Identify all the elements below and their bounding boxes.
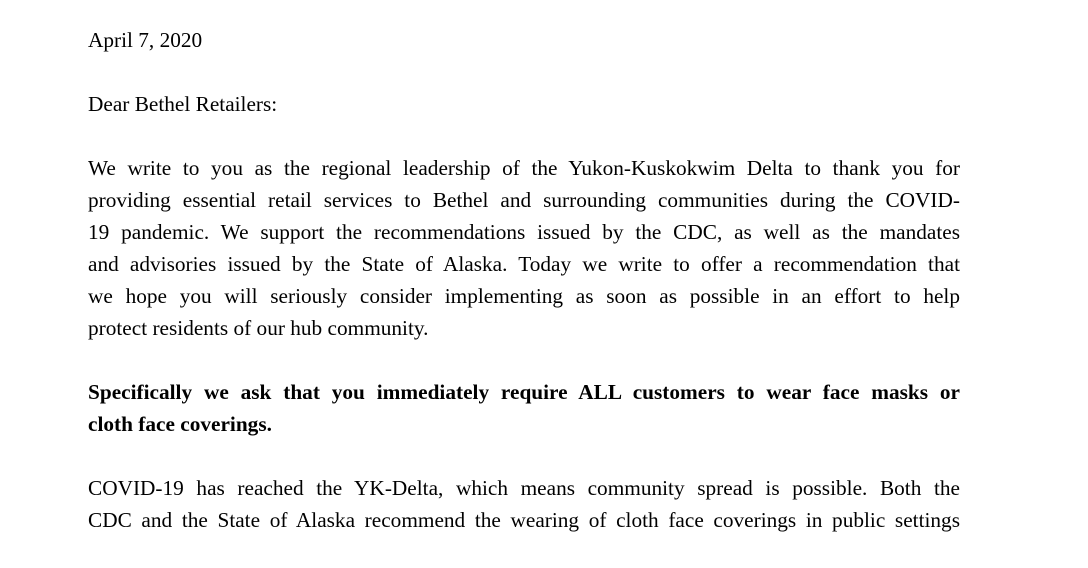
request-line: Specifically we ask that you immediately require ALL customers to wear face masks or: [88, 380, 960, 404]
salutation-text: Dear Bethel Retailers:: [88, 92, 278, 116]
paragraph-line: We write to you as the regional leadership of the Yukon-Kuskokwim Delta to thank you for: [88, 156, 960, 180]
date-text: April 7, 2020: [88, 28, 203, 52]
paragraph-line: providing essential retail services to Bethel and surrounding communities during the COVID-: [88, 188, 960, 212]
letter-date: [88, 24, 960, 56]
paragraph-line: CDC and the State of Alaska recommend the wearing of cloth face coverings in public settings: [88, 508, 960, 532]
letter-page: [88, 24, 960, 568]
letter-salutation: [88, 88, 960, 120]
paragraph-line: protect residents of our hub community.: [88, 316, 429, 340]
paragraph-line: 19 pandemic. We support the recommendations issued by the CDC, as well as the mandates: [88, 220, 960, 244]
paragraph-covid: [88, 472, 960, 536]
request-line: cloth face coverings.: [88, 412, 272, 436]
paragraph-thanks: [88, 152, 960, 344]
paragraph-request: [88, 376, 960, 440]
paragraph-line: COVID-19 has reached the YK-Delta, which means community spread is possible. Both the: [88, 476, 960, 500]
paragraph-line: we hope you will seriously consider implementing as soon as possible in an effort to help: [88, 284, 960, 308]
paragraph-line: and advisories issued by the State of Alaska. Today we write to offer a recommendation that: [88, 252, 960, 276]
